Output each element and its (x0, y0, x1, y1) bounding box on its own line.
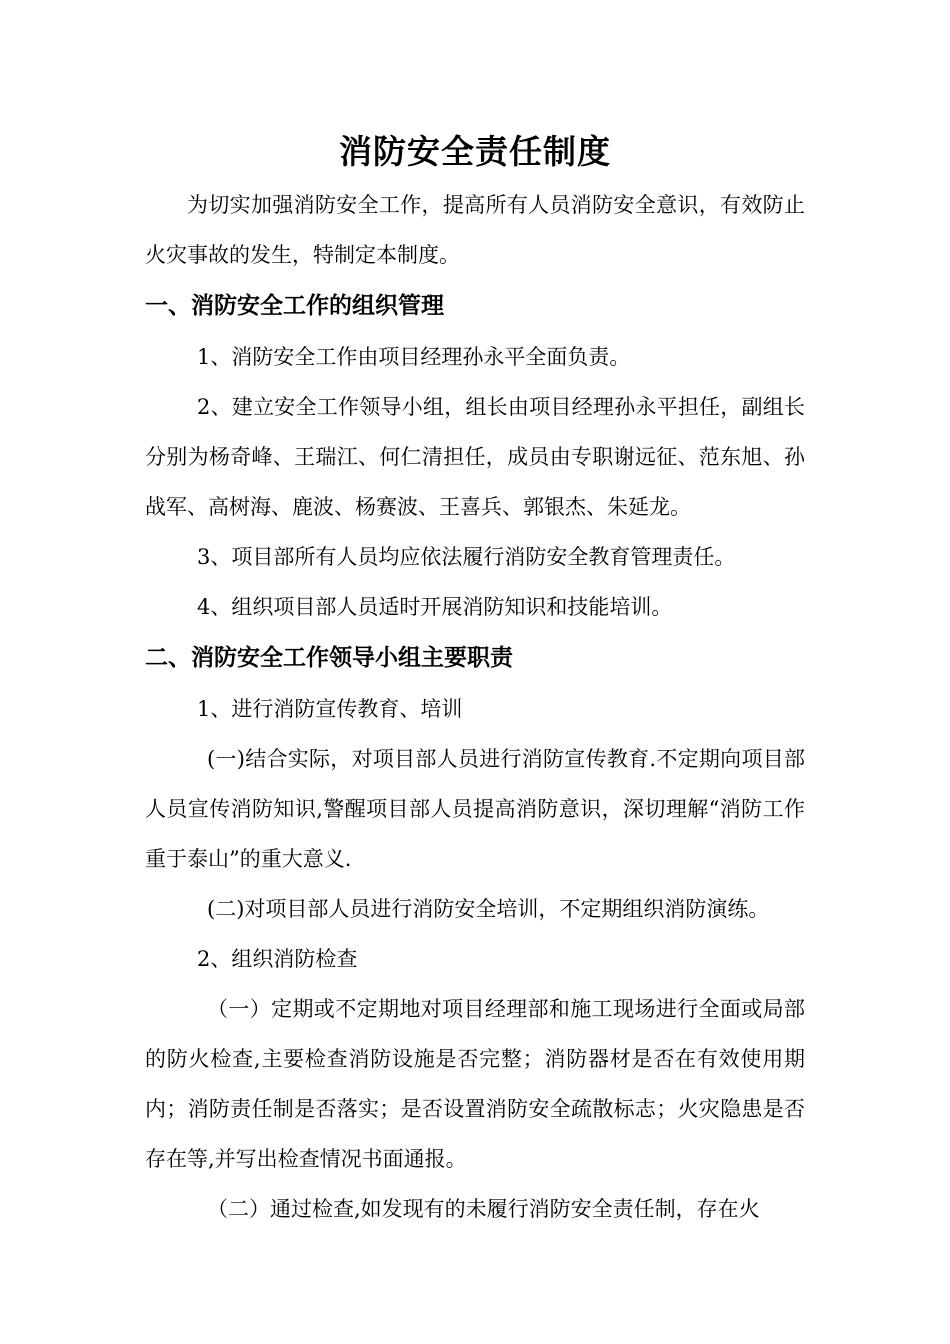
section-2-sub-1-item-2: (二)对项目部人员进行消防安全培训，不定期组织消防演练。 (207, 897, 770, 921)
section-1-item-3: 3、项目部所有人员均应依法履行消防安全教育管理责任。 (197, 545, 736, 569)
section-1-item-2: 2、建立安全工作领导小组，组长由项目经理孙永平担任，副组长分别为杨奇峰、王瑞江、何仁清担任，成员由专职谢远征、范东旭、孙战军、高树海、鹿波、杨赛波、王喜兵、郭银杰、朱延龙。 (145, 395, 805, 519)
document-page (145, 128, 805, 1234)
section-1-heading: 一、消防安全工作的组织管理 (145, 293, 444, 319)
document-title: 消防安全责任制度 (339, 132, 611, 171)
section-2-sub-2-item-1: （一）定期或不定期地对项目经理部和施工现场进行全面或局部的防火检查,主要检查消防设施是否完整；消防器材是否在有效使用期内；消防责任制是否落实；是否设置消防安全疏散标志；火灾隐患是否存在等,并写出检查情况书面通报。 (145, 997, 805, 1171)
section-1-item-1: 1、消防安全工作由项目经理孙永平全面负责。 (197, 345, 631, 369)
intro-paragraph: 为切实加强消防安全工作，提高所有人员消防安全意识，有效防止火灾事故的发生，特制定本制度。 (145, 193, 805, 267)
section-2-heading: 二、消防安全工作领导小组主要职责 (145, 645, 513, 671)
section-2-sub-1-item-1: (一)结合实际，对项目部人员进行消防宣传教育.不定期向项目部人员宣传消防知识,警醒项目部人员提高消防意识，深切理解“消防工作重于泰山”的重大意义. (145, 747, 805, 871)
section-2-sub-2-title: 2、组织消防检查 (197, 947, 358, 971)
section-2-sub-1-title: 1、进行消防宣传教育、培训 (197, 697, 463, 721)
section-2-sub-2-item-2: （二）通过检查,如发现有的未履行消防安全责任制，存在火 (207, 1197, 760, 1221)
section-1-item-4: 4、组织项目部人员适时开展消防知识和技能培训。 (197, 595, 673, 619)
